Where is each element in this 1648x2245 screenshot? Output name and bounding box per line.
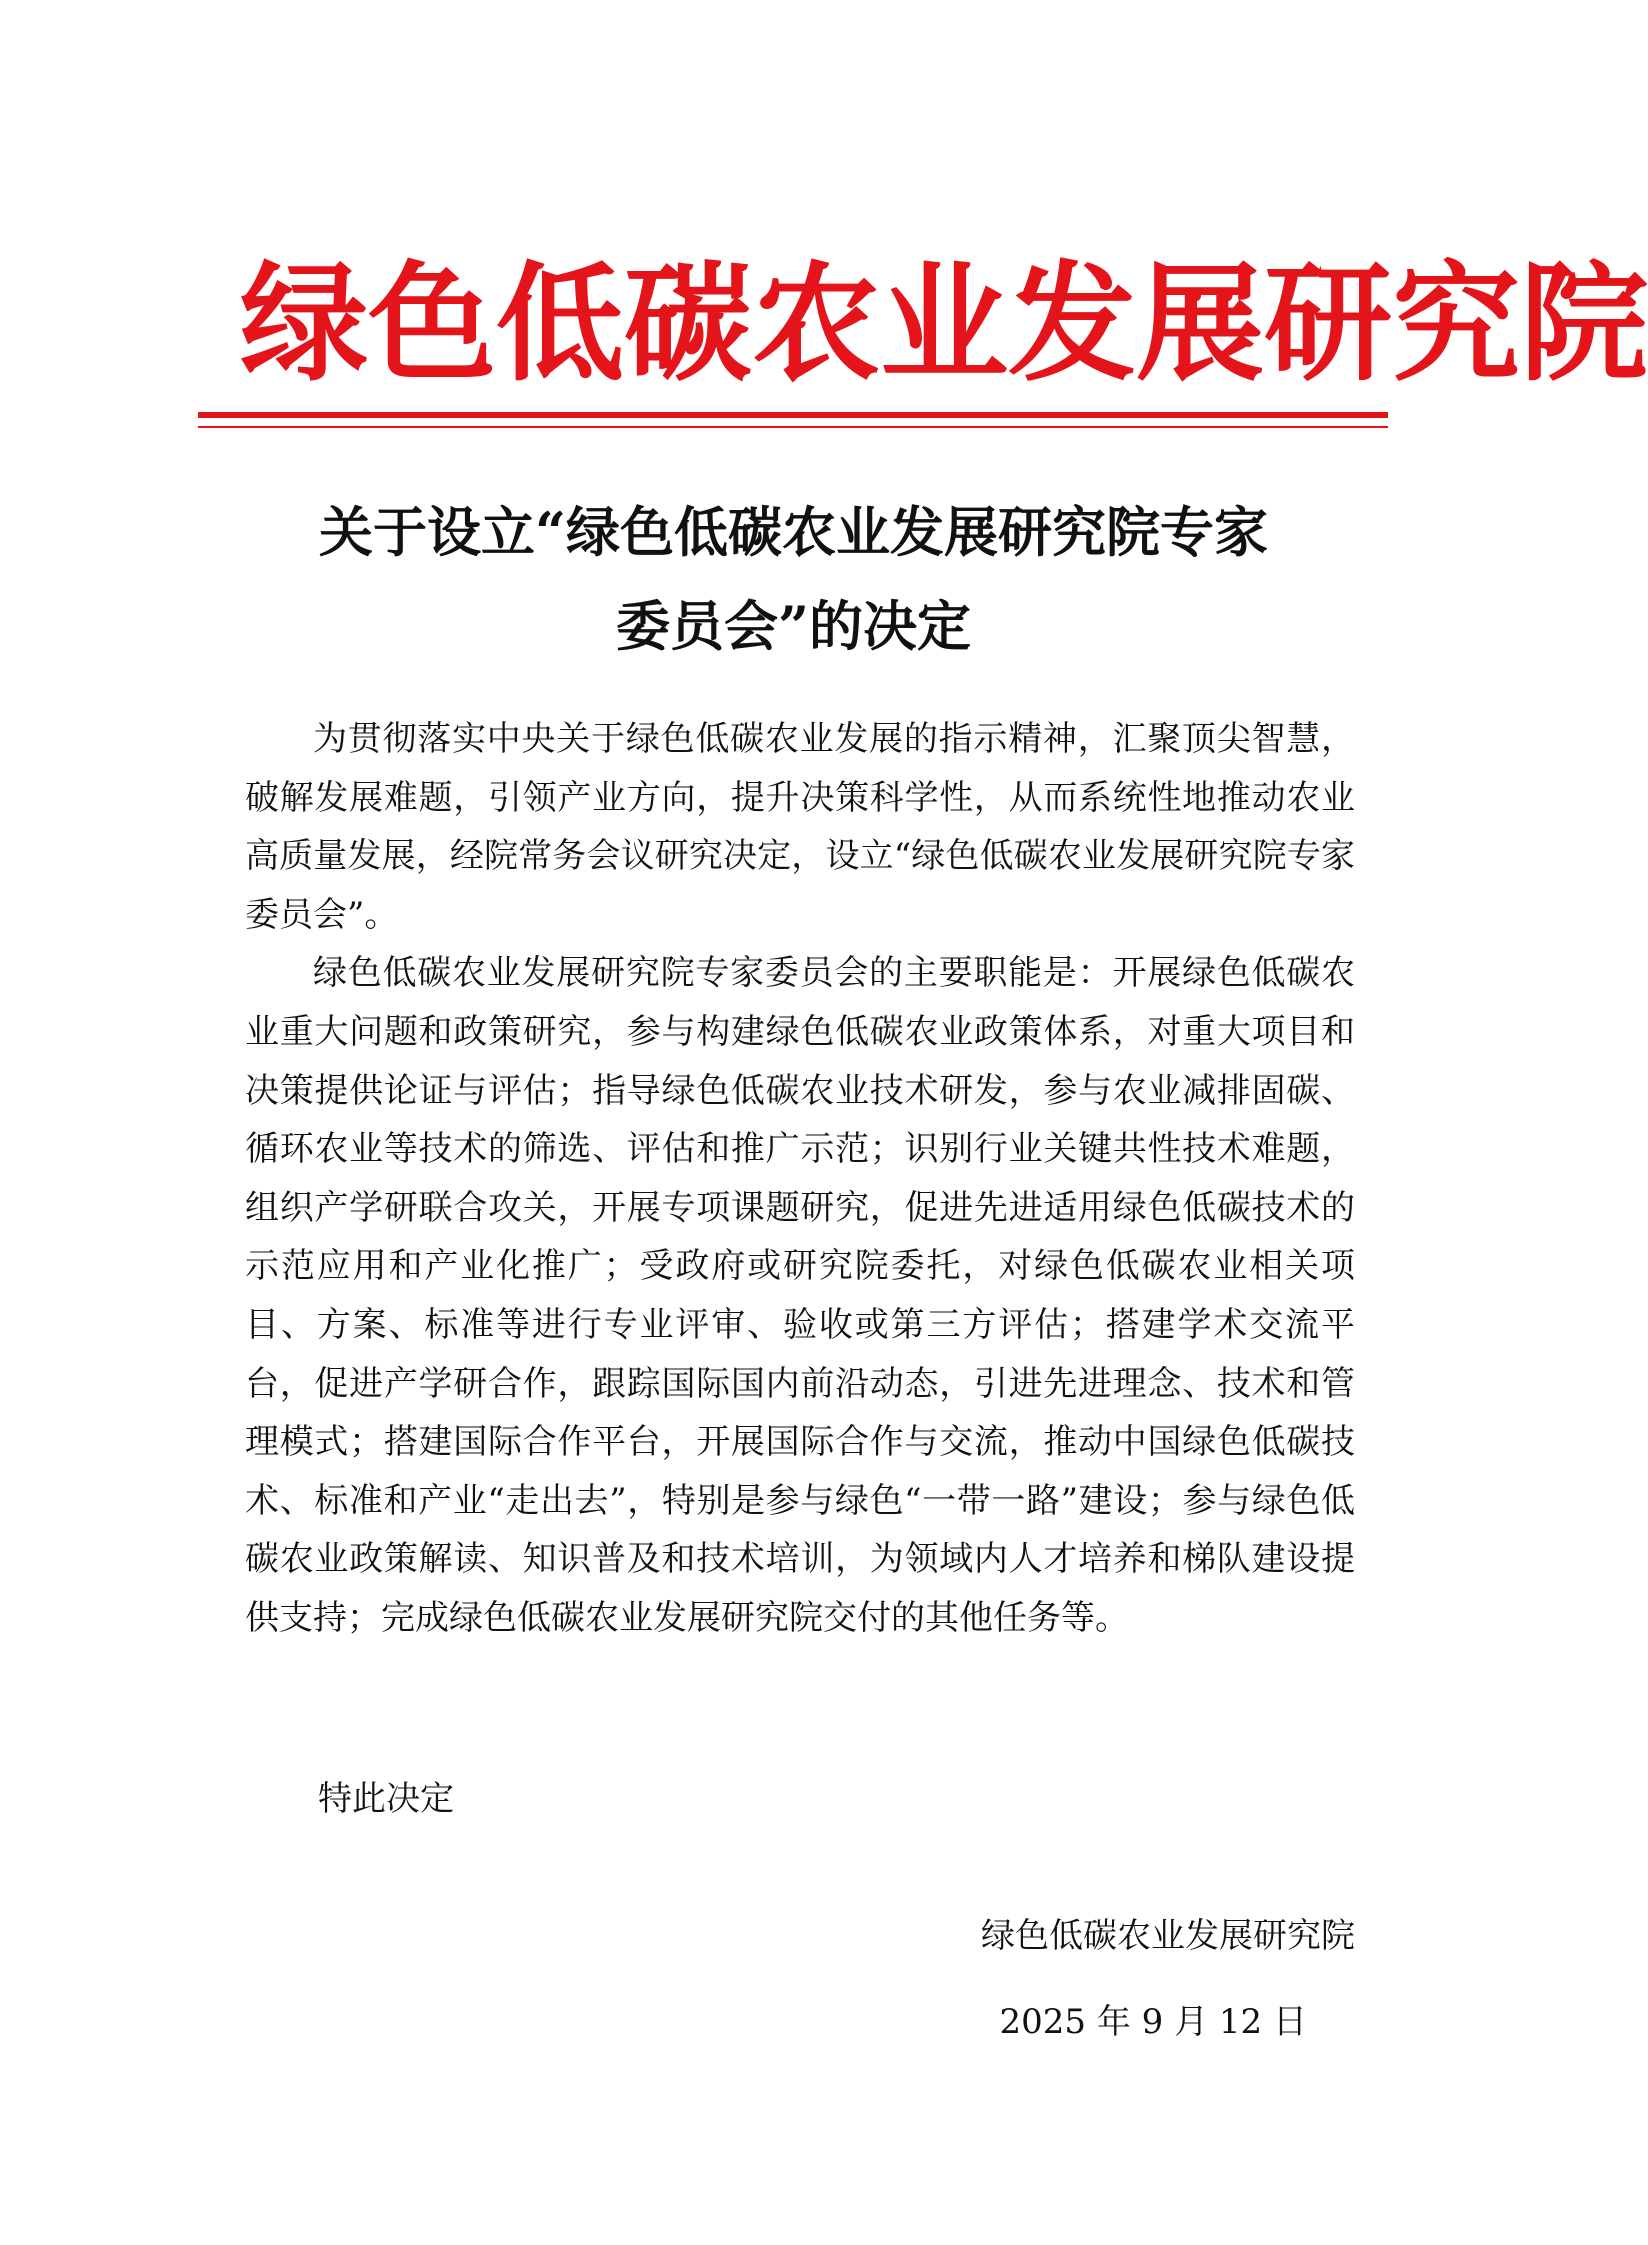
title-line-1: 关于设立“绿色低碳农业发展研究院专家 <box>318 500 1269 564</box>
masthead-char: 色 <box>368 250 497 399</box>
closing-statement: 特此决定 <box>318 1779 454 1819</box>
masthead-char: 展 <box>1136 250 1265 399</box>
masthead-char: 绿 <box>240 250 369 399</box>
masthead-char: 研 <box>1264 250 1393 399</box>
document-title <box>200 485 1387 673</box>
signature-organization: 绿色低碳农业发展研究院 <box>981 1916 1355 1956</box>
title-line-2: 委员会”的决定 <box>615 594 972 658</box>
masthead-char: 究 <box>1392 250 1521 399</box>
masthead <box>240 240 1648 410</box>
masthead-char: 碳 <box>624 250 753 399</box>
masthead-char: 业 <box>880 250 1009 399</box>
masthead-char: 农 <box>752 250 881 399</box>
masthead-divider-thick <box>198 412 1388 418</box>
masthead-title <box>240 240 1648 410</box>
masthead-char: 低 <box>496 250 625 399</box>
body-paragraph-2: 绿色低碳农业发展研究院专家委员会的主要职能是：开展绿色低碳农业重大问题和政策研究，参与构建绿色低碳农业政策体系，对重大项目和决策提供论证与评估；指导绿色低碳农业技术研发，参与农业减排固碳、循环农业等技术的筛选、评估和推广示范；识别行业关键共性技术难题，组织产学研联合攻关，开展专项课题研究，促进先进适用绿色低碳技术的示范应用和产业化推广；受政府或研究院委托，对绿色低碳农业相关项目、方案、标准等进行专业评审、验收或第三方评估；搭建学术交流平台，促进产学研合作，跟踪国际国内前沿动态，引进先进理念、技术和管理模式；搭建国际合作平台，开展国际合作与交流，推动中国绿色低碳技术、标准和产业“走出去”，特别是参与绿色“一带一路”建设；参与绿色低碳农业政策解读、知识普及和技术培训，为领域内人才培养和梯队建设提供支持；完成绿色低碳农业发展研究院交付的其他任务等。 <box>245 953 1355 1638</box>
masthead-char: 院 <box>1520 250 1648 399</box>
masthead-divider-thin <box>198 426 1388 428</box>
document-body <box>245 710 1355 1648</box>
signature-date: 2025 年 9 月 12 日 <box>999 2002 1307 2042</box>
masthead-char: 发 <box>1008 250 1137 399</box>
body-paragraph-1: 为贯彻落实中央关于绿色低碳农业发展的指示精神，汇聚顶尖智慧，破解发展难题，引领产业方向，提升决策科学性，从而系统性地推动农业高质量发展，经院常务会议研究决定，设立“绿色低碳农业发展研究院专家委员会”。 <box>245 719 1355 935</box>
